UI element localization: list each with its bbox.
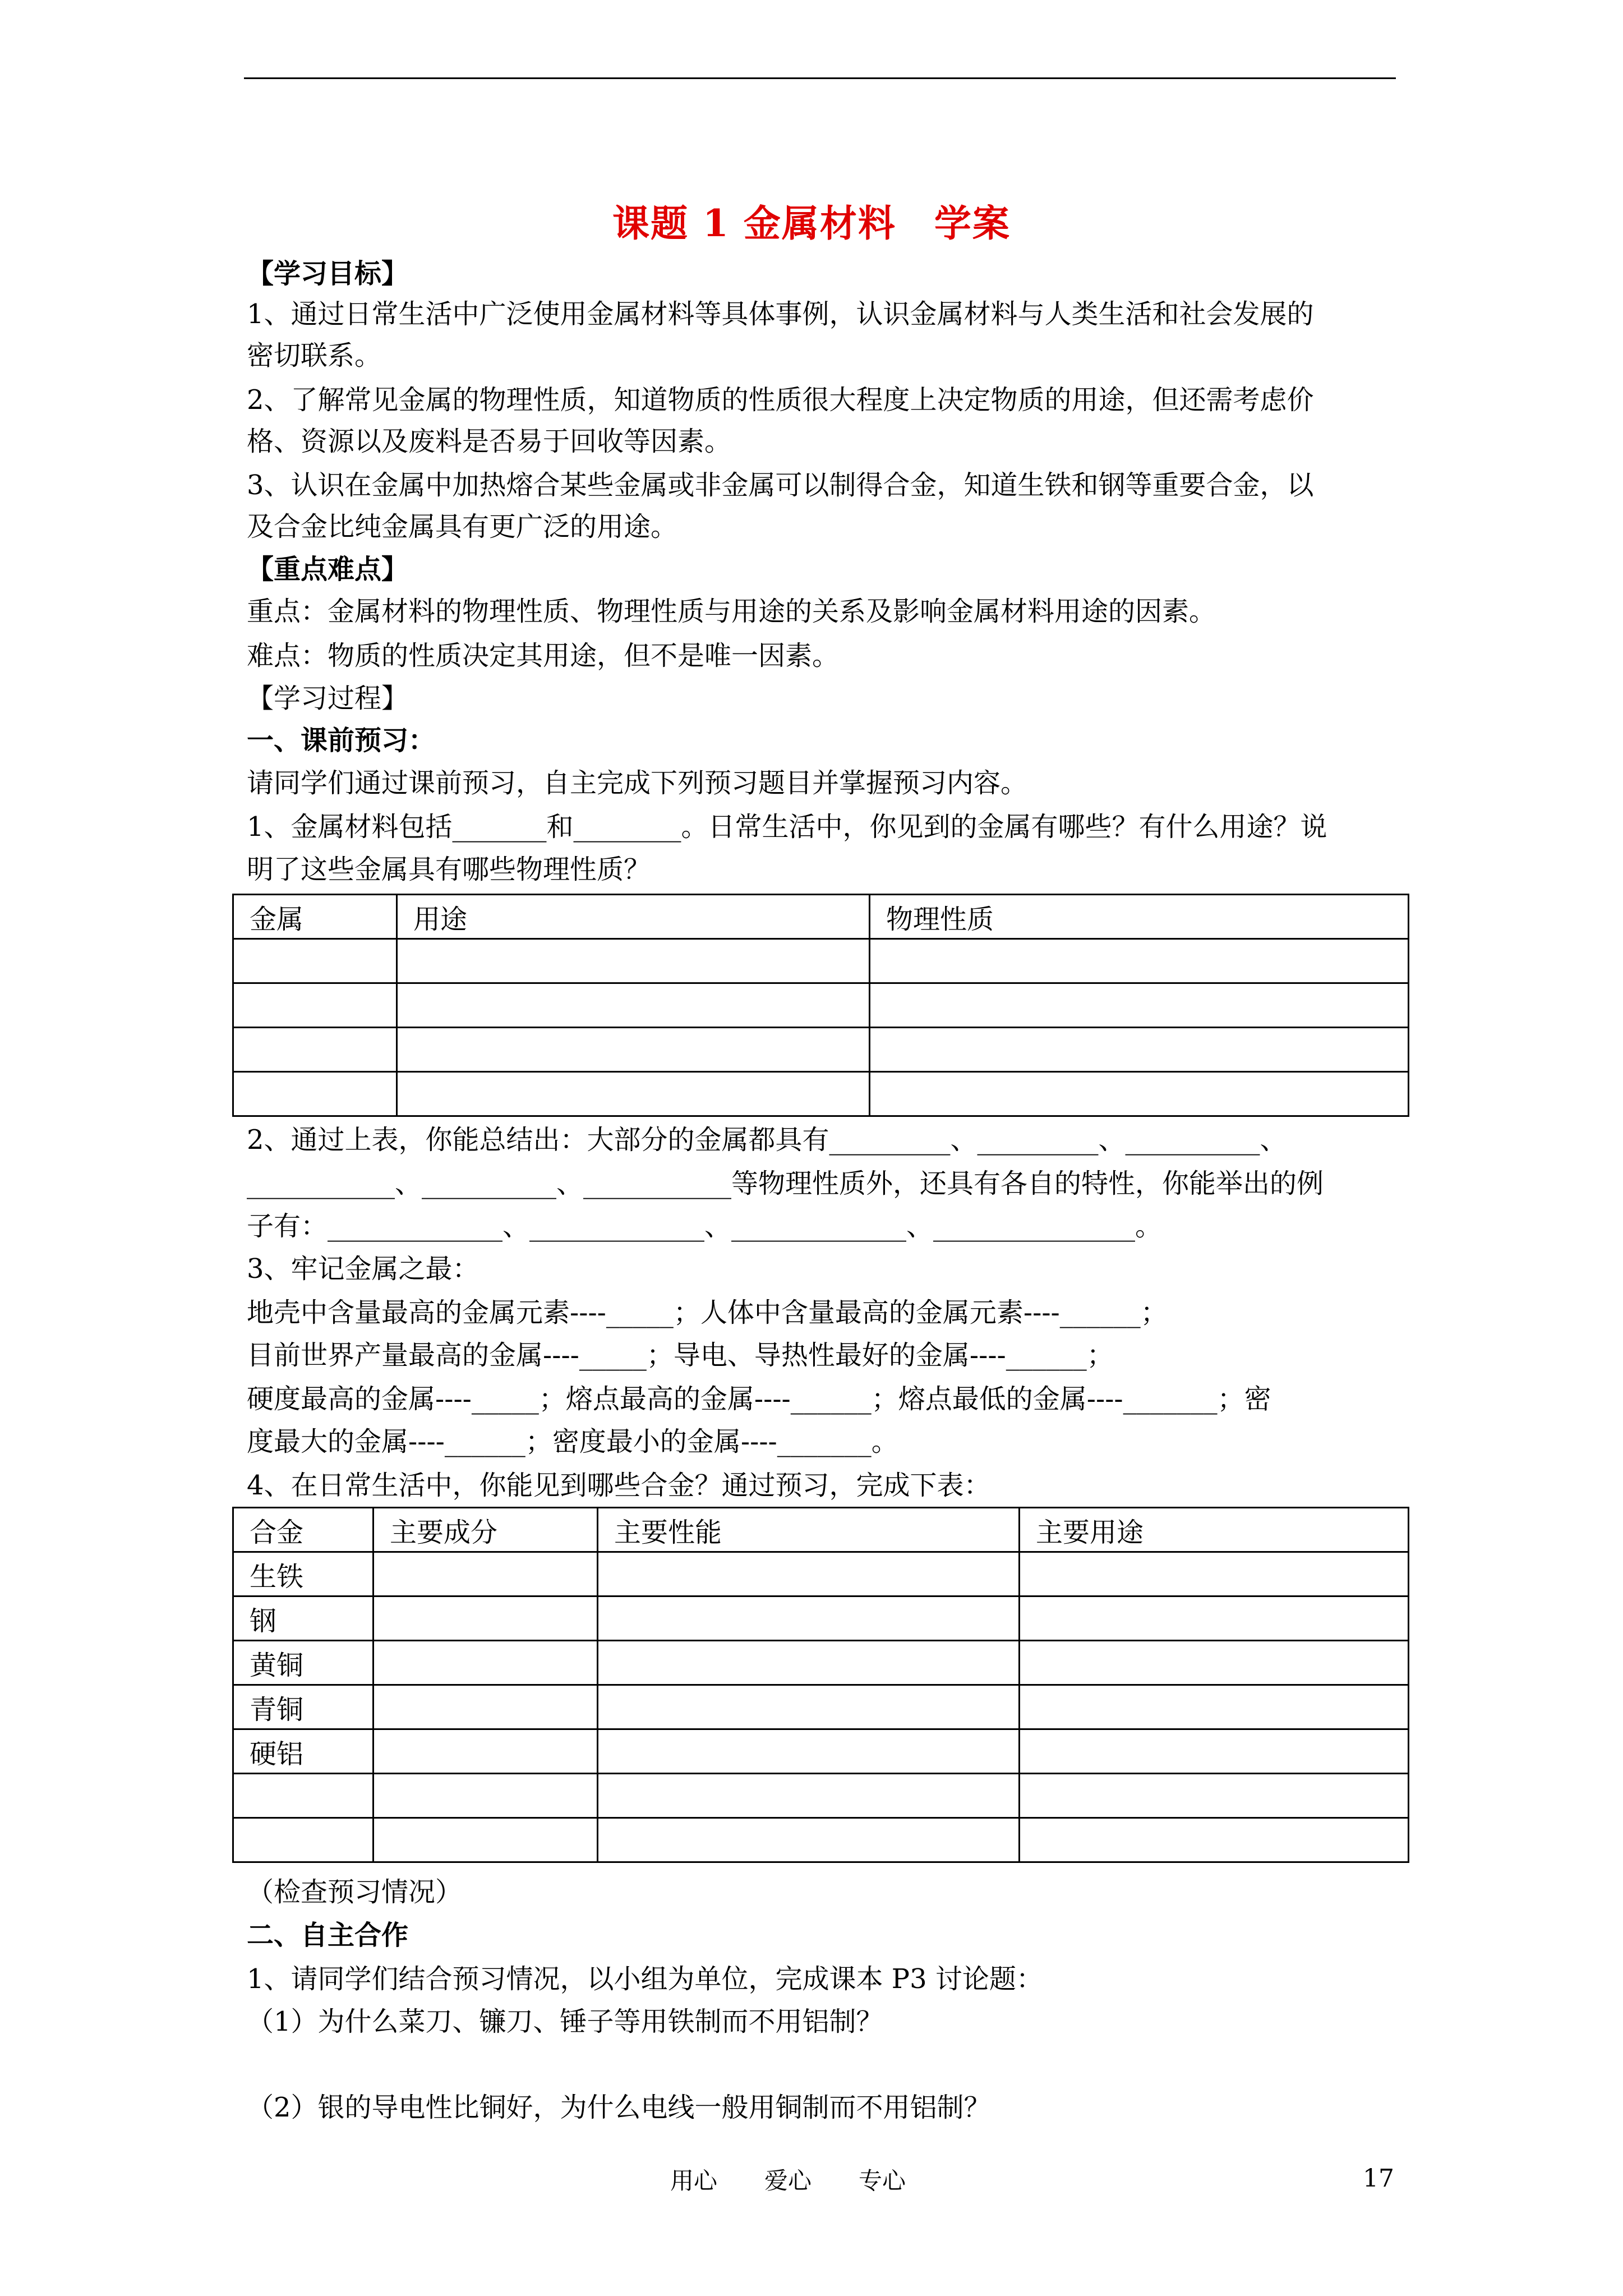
- table-cell[interactable]: [397, 939, 870, 983]
- alloy-name-cell: 生铁: [233, 1552, 374, 1596]
- question-3-line: 硬度最高的金属----_____；熔点最高的金属----______；熔点最低的金属----_______；密: [247, 1383, 1271, 1415]
- table-cell[interactable]: [1020, 1596, 1409, 1641]
- question-3-line: 度最大的金属----______；密度最小的金属----_______。: [247, 1426, 898, 1457]
- preview-intro: 请同学们通过课前预习，自主完成下列预习题目并掌握预习内容。: [247, 767, 1028, 799]
- table-row: [233, 1596, 1409, 1641]
- table-cell[interactable]: [1020, 1774, 1409, 1818]
- question-2-line: 子有：_____________、_____________、_____________、_______________。: [247, 1211, 1163, 1242]
- alloy-name-cell: 硬铝: [233, 1729, 374, 1774]
- check-preview-note: （检查预习情况）: [247, 1876, 463, 1908]
- table-cell[interactable]: [233, 939, 397, 983]
- table-cell[interactable]: [233, 1818, 374, 1862]
- process-heading: 【学习过程】: [247, 683, 409, 714]
- key-point-line: 重点：金属材料的物理性质、物理性质与用途的关系及影响金属材料用途的因素。: [247, 596, 1216, 627]
- objective-line: 2、了解常见金属的物理性质，知道物质的性质很大程度上决定物质的用途，但还需考虑价: [247, 384, 1314, 416]
- page-number: 17: [1363, 2164, 1394, 2193]
- objective-line: 3、认识在金属中加热熔合某些金属或非金属可以制得合金，知道生铁和钢等重要合金，以: [247, 470, 1314, 501]
- objective-line: 及合金比纯金属具有更广泛的用途。: [247, 511, 678, 542]
- coop-subquestion-1: （1）为什么菜刀、镰刀、锤子等用铁制而不用铝制？: [247, 2006, 883, 2037]
- table-row: [233, 1552, 1409, 1596]
- objective-line: 密切联系。: [247, 340, 382, 371]
- objective-line: 1、通过日常生活中广泛使用金属材料等具体事例，认识金属材料与人类生活和社会发展的: [247, 298, 1314, 330]
- objective-line: 格、资源以及废料是否易于回收等因素。: [247, 426, 732, 457]
- table-cell[interactable]: [374, 1818, 598, 1862]
- table-row: [233, 1818, 1409, 1862]
- table-cell[interactable]: [233, 1072, 397, 1116]
- table-cell[interactable]: [374, 1596, 598, 1641]
- header-rule: [244, 77, 1396, 79]
- table-cell[interactable]: [1020, 1729, 1409, 1774]
- table-cell[interactable]: [374, 1685, 598, 1729]
- question-2-line: 2、通过上表，你能总结出：大部分的金属都具有_________、_________、__________、: [247, 1124, 1287, 1156]
- table-row: [233, 1685, 1409, 1729]
- table-cell[interactable]: [374, 1729, 598, 1774]
- question-1-line: 明了这些金属具有哪些物理性质？: [247, 854, 651, 885]
- alloy-name-cell: 钢: [233, 1596, 374, 1641]
- table-cell[interactable]: [1020, 1818, 1409, 1862]
- objectives-heading: 【学习目标】: [247, 258, 409, 289]
- table-row: [233, 983, 1409, 1028]
- page-title: 课题 1 金属材料 学案: [612, 201, 1011, 245]
- table-header-cell: 主要性能: [598, 1508, 1020, 1552]
- table-row: [233, 1774, 1409, 1818]
- question-3-line: 目前世界产量最高的金属----_____；导电、导热性最好的金属----______；: [247, 1340, 1114, 1371]
- table-cell[interactable]: [374, 1774, 598, 1818]
- table-cell[interactable]: [598, 1596, 1020, 1641]
- table-cell[interactable]: [598, 1774, 1020, 1818]
- table-cell[interactable]: [233, 1028, 397, 1072]
- table-header-row: [233, 895, 1409, 939]
- table-header-cell: 金属: [233, 895, 397, 939]
- coop-subquestion-2: （2）银的导电性比铜好，为什么电线一般用铜制而不用铝制？: [247, 2092, 991, 2123]
- key-points-heading: 【重点难点】: [247, 554, 409, 585]
- table-cell[interactable]: [598, 1729, 1020, 1774]
- table-header-row: [233, 1508, 1409, 1552]
- table-cell[interactable]: [374, 1552, 598, 1596]
- table-row: [233, 1028, 1409, 1072]
- table-header-cell: 合金: [233, 1508, 374, 1552]
- table-header-cell: 用途: [397, 895, 870, 939]
- question-1-line: 1、金属材料包括_______和________。日常生活中，你见到的金属有哪些？有什么用途？说: [247, 811, 1327, 843]
- table-cell[interactable]: [1020, 1685, 1409, 1729]
- table-cell[interactable]: [598, 1552, 1020, 1596]
- table-header-cell: 主要成分: [374, 1508, 598, 1552]
- table-cell[interactable]: [1020, 1641, 1409, 1685]
- table-header-cell: 物理性质: [870, 895, 1409, 939]
- table-cell[interactable]: [397, 983, 870, 1028]
- footer-motto: 用心 爱心 专心: [670, 2167, 906, 2194]
- table-cell[interactable]: [374, 1641, 598, 1685]
- alloy-name-cell: 黄铜: [233, 1641, 374, 1685]
- table-row: [233, 1641, 1409, 1685]
- question-2-line: ___________、__________、___________等物理性质外，还具有各自的特性，你能举出的例: [247, 1168, 1324, 1199]
- section-2-heading: 二、自主合作: [247, 1920, 409, 1951]
- coop-question-1: 1、请同学们结合预习情况，以小组为单位，完成课本 P3 讨论题：: [247, 1963, 1043, 1995]
- table-cell[interactable]: [233, 983, 397, 1028]
- question-3-line: 地壳中含量最高的金属元素----_____；人体中含量最高的金属元素----______；: [247, 1297, 1168, 1328]
- alloy-name-cell: 青铜: [233, 1685, 374, 1729]
- alloys-table: [232, 1507, 1409, 1863]
- table-cell[interactable]: [870, 1028, 1409, 1072]
- table-cell[interactable]: [397, 1028, 870, 1072]
- table-cell[interactable]: [870, 939, 1409, 983]
- question-4-line: 4、在日常生活中，你能见到哪些合金？通过预习，完成下表：: [247, 1470, 991, 1501]
- table-row: [233, 1072, 1409, 1116]
- table-cell[interactable]: [870, 1072, 1409, 1116]
- table-cell[interactable]: [870, 983, 1409, 1028]
- key-point-line: 难点：物质的性质决定其用途，但不是唯一因素。: [247, 640, 840, 671]
- table-cell[interactable]: [598, 1641, 1020, 1685]
- metals-table: [232, 894, 1409, 1117]
- table-cell[interactable]: [233, 1774, 374, 1818]
- table-cell[interactable]: [397, 1072, 870, 1116]
- question-3-line: 3、牢记金属之最：: [247, 1253, 479, 1285]
- table-cell[interactable]: [598, 1685, 1020, 1729]
- table-cell[interactable]: [1020, 1552, 1409, 1596]
- section-1-heading: 一、课前预习：: [247, 725, 436, 756]
- table-row: [233, 939, 1409, 983]
- table-cell[interactable]: [598, 1818, 1020, 1862]
- table-header-cell: 主要用途: [1020, 1508, 1409, 1552]
- table-row: [233, 1729, 1409, 1774]
